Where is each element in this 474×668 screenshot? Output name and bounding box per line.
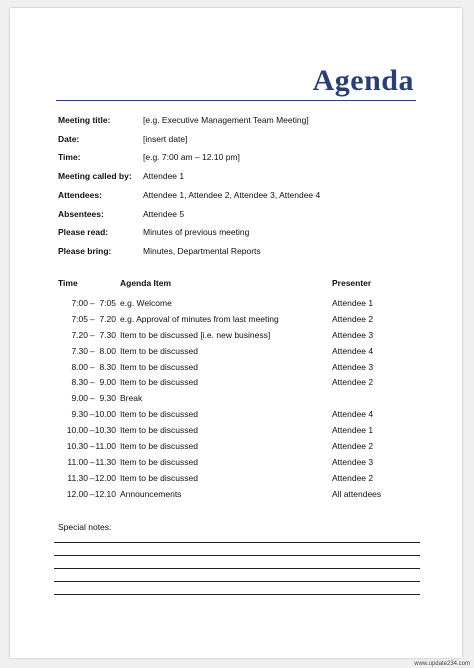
info-label: Attendees: xyxy=(58,189,102,200)
schedule-start-time: 10.00 xyxy=(66,425,88,436)
schedule-agenda-item: Item to be discussed xyxy=(120,441,198,452)
schedule-start-time: 7.20 xyxy=(71,329,88,340)
schedule-time-dash: – xyxy=(90,472,95,483)
page-title: Agenda xyxy=(312,64,414,97)
schedule-presenter: Attendee 2 xyxy=(332,377,374,388)
schedule-time-dash: – xyxy=(90,313,95,324)
schedule-agenda-item: Item to be discussed xyxy=(120,377,198,388)
schedule-time-dash: – xyxy=(90,441,95,452)
notes-line xyxy=(54,568,420,569)
schedule-agenda-item: Item to be discussed [i.e. new business] xyxy=(120,329,271,340)
info-value: Minutes of previous meeting xyxy=(143,227,250,238)
schedule-start-time: 12.00 xyxy=(66,488,88,499)
notes-line xyxy=(54,594,420,595)
presenter-column-header: Presenter xyxy=(332,278,372,288)
schedule-row xyxy=(58,298,428,314)
info-label: Please bring: xyxy=(58,245,112,256)
schedule-presenter: Attendee 1 xyxy=(332,425,374,436)
schedule-presenter: Attendee 2 xyxy=(332,472,374,483)
schedule-presenter: Attendee 4 xyxy=(332,345,374,356)
info-value: [insert date] xyxy=(143,133,188,144)
time-column-header: Time xyxy=(58,278,78,288)
schedule-row xyxy=(58,330,428,346)
schedule-time-dash: – xyxy=(90,488,95,499)
schedule-start-time: 9.00 xyxy=(71,393,88,404)
info-row xyxy=(58,167,320,186)
schedule-agenda-item: Item to be discussed xyxy=(120,456,198,467)
schedule-presenter: Attendee 3 xyxy=(332,329,374,340)
schedule-time-dash: – xyxy=(90,377,95,388)
schedule-agenda-item: e.g. Welcome xyxy=(120,298,172,308)
meeting-info xyxy=(58,111,320,261)
schedule-presenter: Attendee 2 xyxy=(332,313,374,324)
schedule-agenda-item: Break xyxy=(120,393,143,404)
notes-line xyxy=(54,542,420,543)
schedule-end-time: 9.30 xyxy=(99,393,116,404)
schedule-row xyxy=(58,377,428,393)
info-label: Please read: xyxy=(58,227,109,238)
info-row xyxy=(58,130,320,149)
info-row xyxy=(58,186,320,205)
schedule-presenter: Attendee 2 xyxy=(332,441,374,452)
schedule-time-dash: – xyxy=(90,425,95,436)
special-notes-label: Special notes: xyxy=(58,522,112,532)
info-label: Meeting called by: xyxy=(58,171,132,182)
schedule-end-time: 11.30 xyxy=(95,456,116,467)
info-value: Attendee 1, Attendee 2, Attendee 3, Attendee 4 xyxy=(143,189,321,200)
schedule-end-time: 10.00 xyxy=(94,409,116,420)
schedule-end-time: 8.00 xyxy=(99,345,116,356)
info-label: Meeting title: xyxy=(58,115,111,125)
info-value: Attendee 5 xyxy=(143,208,185,219)
schedule-agenda-item: Item to be discussed xyxy=(120,361,198,372)
schedule-row xyxy=(58,441,428,457)
schedule-row xyxy=(58,457,428,473)
schedule-row xyxy=(58,362,428,378)
schedule-time-dash: – xyxy=(90,329,95,340)
title-divider xyxy=(56,100,416,101)
info-value: [e.g. Executive Management Team Meeting] xyxy=(143,115,309,125)
schedule-presenter: All attendees xyxy=(332,488,382,499)
schedule-agenda-item: Item to be discussed xyxy=(120,472,198,483)
schedule-time-dash: – xyxy=(90,409,95,420)
schedule-row xyxy=(58,489,428,505)
schedule-end-time: 11.00 xyxy=(95,441,116,452)
schedule-presenter: Attendee 1 xyxy=(332,298,374,308)
info-label: Absentees: xyxy=(58,208,104,219)
info-row xyxy=(58,111,320,130)
schedule-end-time: 12.10 xyxy=(94,488,116,499)
schedule-start-time: 8.00 xyxy=(71,361,88,372)
schedule-presenter: Attendee 3 xyxy=(332,456,374,467)
schedule-row xyxy=(58,393,428,409)
info-row xyxy=(58,223,320,242)
schedule-agenda-item: Item to be discussed xyxy=(120,345,198,356)
schedule-time-dash: – xyxy=(90,456,95,467)
info-label: Date: xyxy=(58,133,80,144)
schedule-end-time: 8.30 xyxy=(99,361,116,372)
schedule-end-time: 12.00 xyxy=(94,472,116,483)
agenda-item-column-header: Agenda Item xyxy=(120,278,172,288)
schedule-time-dash: – xyxy=(90,361,95,372)
schedule-start-time: 11.00 xyxy=(67,456,88,467)
schedule-row xyxy=(58,425,428,441)
schedule-presenter: Attendee 3 xyxy=(332,361,374,372)
info-label: Time: xyxy=(58,152,81,163)
schedule-end-time: 7.30 xyxy=(99,329,116,340)
schedule-end-time: 7.20 xyxy=(99,313,116,324)
schedule-end-time: 7:05 xyxy=(99,298,116,308)
schedule-start-time: 7:05 xyxy=(71,313,88,324)
schedule-row xyxy=(58,473,428,489)
schedule-table xyxy=(58,298,428,505)
schedule-time-dash: – xyxy=(90,345,95,356)
schedule-start-time: 9.30 xyxy=(71,409,88,420)
schedule-end-time: 10.30 xyxy=(94,425,116,436)
schedule-agenda-item: Item to be discussed xyxy=(120,425,198,436)
info-row xyxy=(58,148,320,167)
schedule-row xyxy=(58,314,428,330)
schedule-row xyxy=(58,409,428,425)
schedule-time-dash: – xyxy=(90,298,95,308)
notes-line xyxy=(54,581,420,582)
info-value: [e.g. 7:00 am – 12.10 pm] xyxy=(143,152,240,163)
schedule-start-time: 7:00 xyxy=(71,298,88,308)
info-row xyxy=(58,242,320,261)
schedule-start-time: 11.30 xyxy=(67,472,88,483)
schedule-agenda-item: Announcements xyxy=(120,488,182,499)
schedule-agenda-item: Item to be discussed xyxy=(120,409,198,420)
watermark: www.update234.com xyxy=(414,661,470,667)
schedule-end-time: 9.00 xyxy=(99,377,116,388)
schedule-row xyxy=(58,346,428,362)
schedule-header xyxy=(58,278,418,292)
schedule-time-dash: – xyxy=(90,393,95,404)
schedule-start-time: 10.30 xyxy=(66,441,88,452)
schedule-presenter: Attendee 4 xyxy=(332,409,374,420)
schedule-start-time: 7.30 xyxy=(71,345,88,356)
notes-line xyxy=(54,555,420,556)
info-value: Attendee 1 xyxy=(143,171,185,182)
agenda-document xyxy=(10,8,462,658)
schedule-start-time: 8.30 xyxy=(71,377,88,388)
info-row xyxy=(58,205,320,224)
schedule-agenda-item: e.g. Approval of minutes from last meeting xyxy=(120,313,279,324)
info-value: Minutes, Departmental Reports xyxy=(143,245,261,256)
